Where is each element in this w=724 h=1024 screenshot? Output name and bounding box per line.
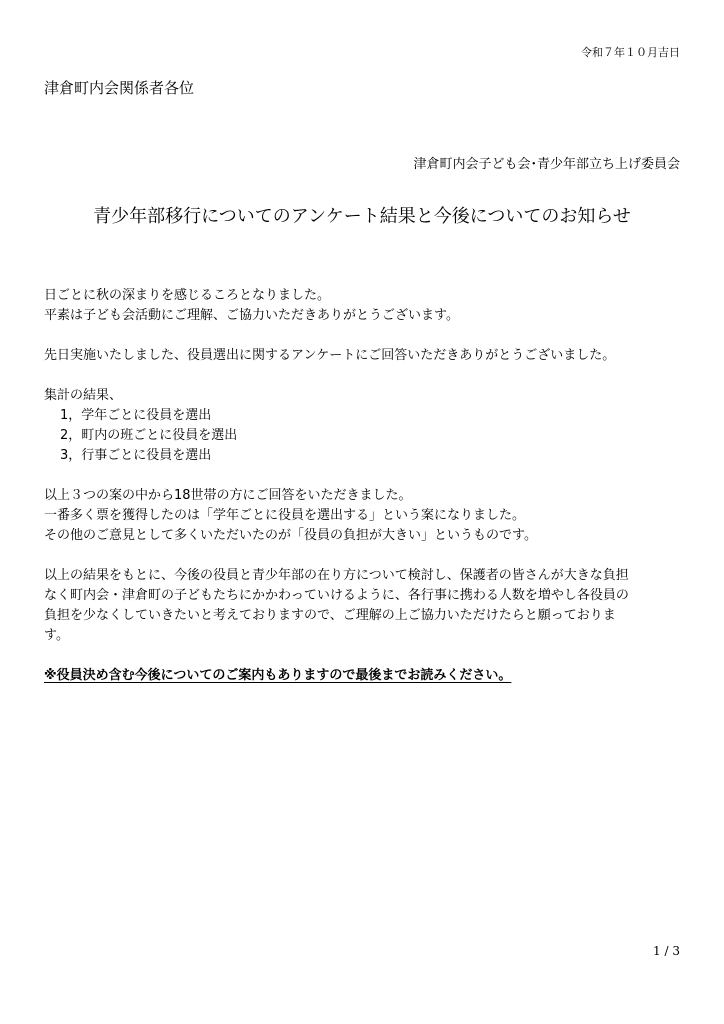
page-number: 1 / 3 (653, 944, 680, 958)
results-line: その他のご意見として多くいただいたのが「役員の負担が大きい」というものです。 (44, 528, 537, 543)
recipient-line: 津倉町内会関係者各位 (44, 79, 195, 97)
greeting-line: 日ごとに秋の深まりを感じるころとなりました。 (44, 288, 331, 303)
issue-date: 令和７年１０月吉日 (581, 46, 680, 59)
paragraph-gap (44, 546, 684, 566)
document-title: 青少年部移行についてのアンケート結果と今後についてのお知らせ (93, 206, 631, 227)
results-heading: 集計の結果、 (44, 388, 123, 403)
paragraph-gap (44, 646, 684, 666)
greeting-line: 平素は子ども会活動にご理解、ご協力いただきありがとうございます。 (44, 308, 459, 323)
conclusion-line: なく町内会・津倉町の子どもたちにかかわっていけるように、各行事に携わる人数を増やし各役員の (44, 588, 629, 603)
results-line: 以上３つの案の中から18世帯の方にご回答をいただきました。 (44, 488, 412, 503)
notice-line: ※役員決め含む今後についてのご案内もありますので最後までお読みください。 (44, 668, 512, 683)
survey-thanks-line: 先日実施いたしました、役員選出に関するアンケートにご回答いただきありがとうございました。 (44, 348, 616, 363)
results-line: 一番多く票を獲得したのは「学年ごとに役員を選出する」という案になりました。 (44, 508, 526, 523)
conclusion-line: 以上の結果をもとに、今後の役員と青少年部の在り方について検討し、保護者の皆さんが大きな負担 (44, 568, 629, 583)
conclusion-line: 負担を少なくしていきたいと考えておりますので、ご理解の上ご協力いただけたらと願っておりま (44, 608, 616, 623)
conclusion-line: す。 (44, 628, 69, 643)
results-list-item: 2，町内の班ごとに役員を選出 (60, 428, 238, 443)
paragraph-gap (44, 326, 684, 346)
sender-line: 津倉町内会子ども会･青少年部立ち上げ委員会 (413, 157, 680, 172)
paragraph-gap (44, 366, 684, 386)
results-list-item: 3，行事ごとに役員を選出 (60, 448, 212, 463)
document-body (44, 286, 684, 686)
results-list-item: 1，学年ごとに役員を選出 (60, 408, 212, 423)
paragraph-gap (44, 466, 684, 486)
